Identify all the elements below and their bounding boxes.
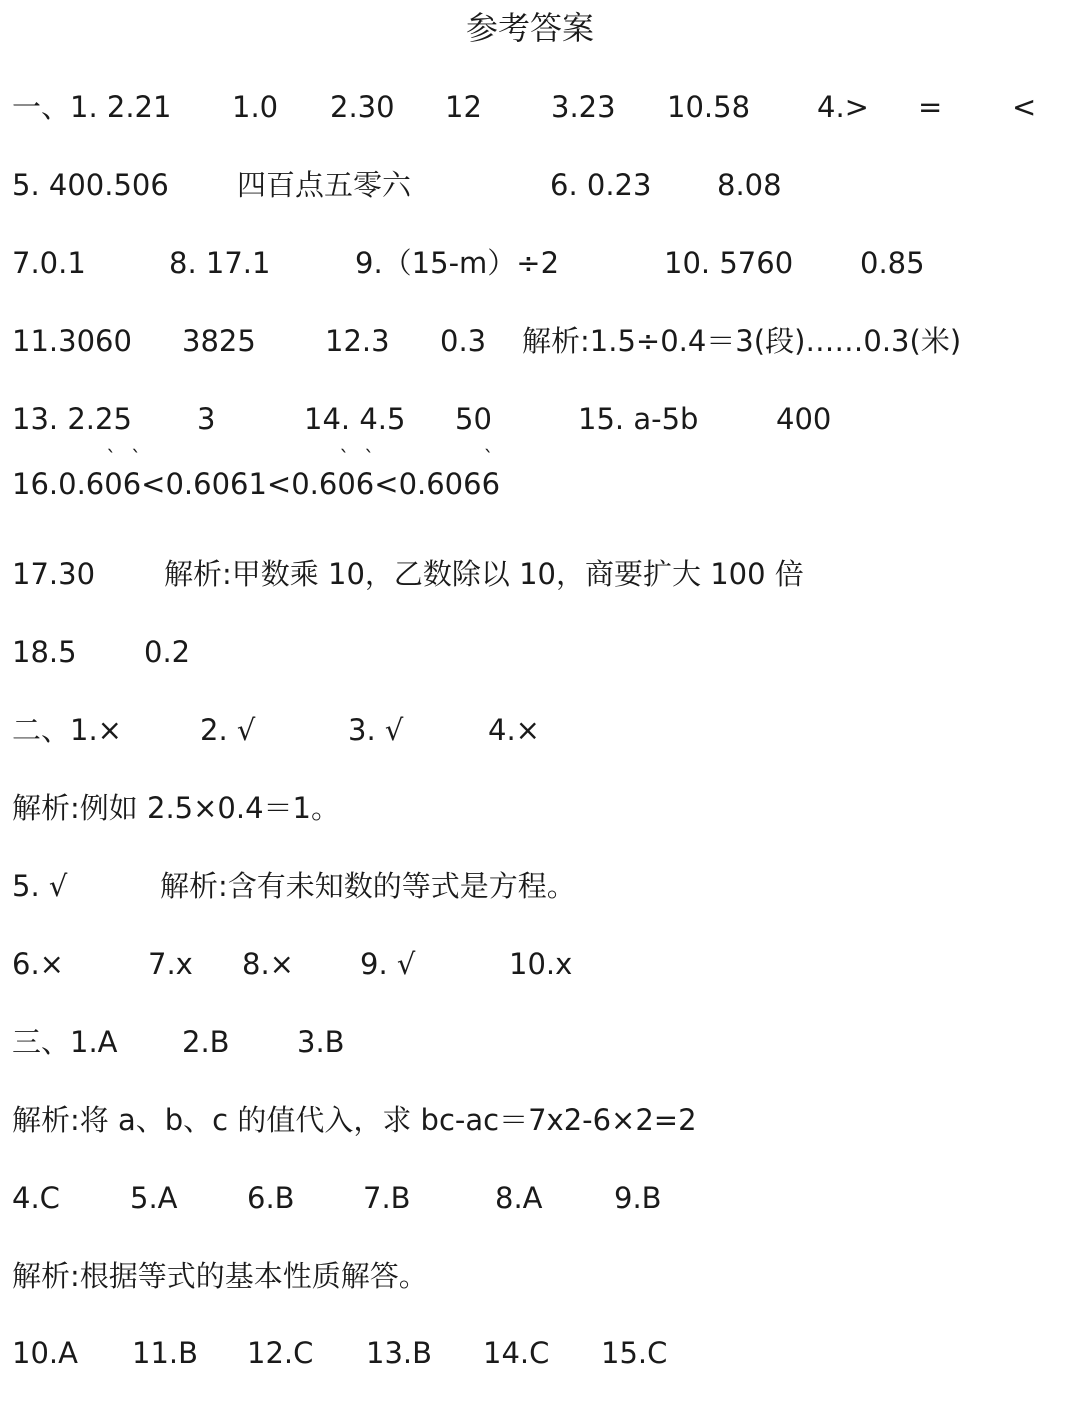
- repeating-digits: ` 6: [481, 446, 501, 501]
- answer-item: 50: [455, 402, 492, 436]
- answer-item: 0.85: [860, 246, 925, 280]
- answer-item: 4.×: [488, 713, 540, 747]
- answer-item: 7.0.1: [12, 246, 86, 280]
- answer-item: 400: [776, 402, 832, 436]
- answer-item: 5.A: [130, 1181, 178, 1215]
- answer-item: 6.×: [12, 947, 64, 981]
- repeat-dot-icon: `: [364, 446, 375, 470]
- answer-item: 8.A: [495, 1181, 543, 1215]
- answer-item: 12.C: [247, 1336, 314, 1370]
- repeat-dot-icon: `: [131, 446, 142, 470]
- answer-item: 5. 400.506: [12, 168, 169, 202]
- repeat-dot-icon: `: [483, 446, 494, 470]
- answer-item: 11.B: [132, 1336, 199, 1370]
- answer-item: 1.0: [232, 90, 279, 124]
- answer-item: 0.3: [440, 324, 487, 358]
- repeating-decimal-ordering: [12, 446, 501, 506]
- answer-item: 4.C: [12, 1181, 60, 1215]
- answer-item: 9. √: [360, 947, 416, 981]
- answer-item: 14.C: [483, 1336, 550, 1370]
- answer-item: 3. √: [348, 713, 404, 747]
- answer-explanation: 解析:甲数乘 10，乙数除以 10，商要扩大 100 倍: [164, 557, 804, 591]
- answer-item: 10. 5760: [664, 246, 794, 280]
- repeat-dot-icon: `: [339, 446, 350, 470]
- answer-item: 8. 17.1: [169, 246, 271, 280]
- answer-item: 三、1.A: [12, 1025, 118, 1059]
- answer-item: 13. 2.25: [12, 402, 132, 436]
- page-title: 参考答案: [465, 9, 594, 47]
- answer-item: 10.A: [12, 1336, 78, 1370]
- answer-item: 3.B: [297, 1025, 345, 1059]
- answer-item: 8.08: [717, 168, 782, 202]
- answer-item: 0.2: [144, 635, 191, 669]
- answer-item: 9.（15-m）÷2: [355, 246, 560, 280]
- answer-explanation: 解析:例如 2.5×0.4＝1。: [12, 791, 340, 825]
- answer-item: 15.C: [601, 1336, 668, 1370]
- answer-item: <: [1012, 90, 1037, 124]
- answer-item: 四百点五零六: [237, 168, 412, 202]
- answer-item: 3825: [182, 324, 256, 358]
- answer-item: 18.5: [12, 635, 77, 669]
- answer-item: 4.>: [817, 90, 869, 124]
- answer-item: 2. √: [200, 713, 256, 747]
- answer-item: 15. a-5b: [578, 402, 699, 436]
- answer-item: 13.B: [366, 1336, 433, 1370]
- answer-item: 8.×: [242, 947, 294, 981]
- answer-item: 10.58: [667, 90, 751, 124]
- answer-text: 16.0.6: [12, 467, 105, 501]
- answer-item: 17.30: [12, 557, 96, 591]
- answer-item: 3: [197, 402, 216, 436]
- answer-item: 一、1. 2.21: [12, 90, 172, 124]
- answer-explanation: 解析:1.5÷0.4＝3(段)……0.3(米): [522, 324, 962, 358]
- repeating-digits: ` ` 06: [104, 446, 142, 501]
- answer-explanation: 解析:将 a、b、c 的值代入，求 bc-ac＝7x2-6×2=2: [12, 1103, 697, 1137]
- answer-item: 3.23: [551, 90, 616, 124]
- answer-item: 10.x: [509, 947, 573, 981]
- answer-item: =: [918, 90, 943, 124]
- answer-item: 6. 0.23: [550, 168, 652, 202]
- answer-item: 7.x: [148, 947, 193, 981]
- answer-explanation: 解析:根据等式的基本性质解答。: [12, 1259, 428, 1293]
- answer-item: 14. 4.5: [304, 402, 406, 436]
- answer-item: 12: [445, 90, 482, 124]
- answer-item: 7.B: [363, 1181, 411, 1215]
- answer-item: 5. √: [12, 869, 68, 903]
- answer-item: 2.B: [182, 1025, 230, 1059]
- answer-text: <0.606: [374, 467, 482, 501]
- answer-item: 11.3060: [12, 324, 132, 358]
- repeat-dot-icon: `: [106, 446, 117, 470]
- answer-text: <0.6061<0.6: [141, 467, 338, 501]
- answer-explanation: 解析:含有未知数的等式是方程。: [160, 869, 576, 903]
- answer-item: 二、1.×: [12, 713, 122, 747]
- answer-item: 2.30: [330, 90, 395, 124]
- answer-item: 6.B: [247, 1181, 295, 1215]
- answer-item: 12.3: [325, 324, 390, 358]
- repeating-digits: ` ` 06: [337, 446, 375, 501]
- answer-item: 9.B: [614, 1181, 662, 1215]
